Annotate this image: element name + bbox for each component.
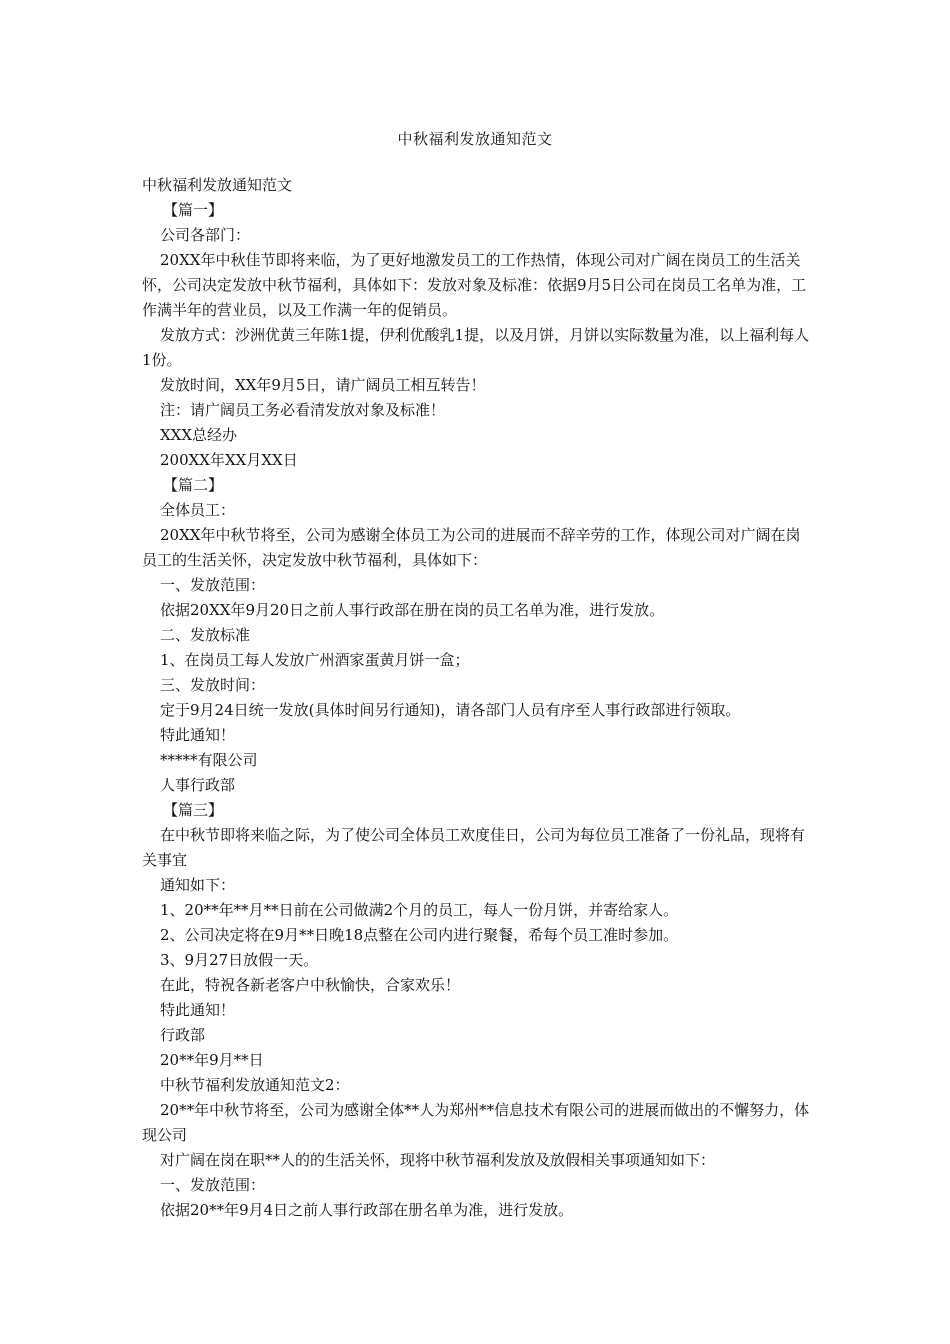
paragraph: 在此，特祝各新老客户中秋愉快，合家欢乐！ [160, 976, 461, 994]
paragraph: 1、在岗员工每人发放广州酒家蛋黄月饼一盒； [160, 651, 470, 669]
paragraph: 人事行政部 [160, 776, 236, 794]
paragraph-heading: 中秋福利发放通知范文 [142, 176, 293, 194]
paragraph: 定于9月24日统一发放(具体时间另行通知)，请各部门人员有序至人事行政部进行领取。 [160, 701, 741, 719]
paragraph: 通知如下： [160, 876, 236, 894]
paragraph: 行政部 [160, 1026, 206, 1044]
paragraph: 全体员工： [160, 501, 236, 519]
paragraph: 一、发放范围： [160, 576, 266, 594]
paragraph: 公司各部门： [160, 226, 251, 244]
section-label-3: 【篇三】 [163, 801, 224, 819]
paragraph: 20**年9月**日 [160, 1051, 264, 1069]
section-label-2: 【篇二】 [163, 476, 224, 494]
paragraph: 一、发放范围： [160, 1176, 266, 1194]
paragraph: 1、20**年**月**日前在公司做满2个月的员工，每人一份月饼，并寄给家人。 [160, 901, 679, 919]
paragraph: 2、公司决定将在9月**日晚18点整在公司内进行聚餐，希每个员工准时参加。 [160, 926, 679, 944]
paragraph: 二、发放标准 [160, 626, 251, 644]
document-body [142, 173, 810, 1223]
paragraph: 发放方式：沙洲优黄三年陈1提，伊利优酸乳1提，以及月饼，月饼以实际数量为准，以上福利每人1份。 [142, 326, 810, 369]
paragraph: 在中秋节即将来临之际，为了使公司全体员工欢度佳日，公司为每位员工准备了一份礼品，现将有关事宜 [142, 826, 806, 869]
section-label-1: 【篇一】 [163, 201, 224, 219]
paragraph: 20XX年中秋佳节即将来临，为了更好地激发员工的工作热情，体现公司对广阔在岗员工的生活关怀，公司决定发放中秋节福利，具体如下：发放对象及标准：依据9月5日公司在岗员工名单为准，工作满半年的营业员，以及工作满一年的促销员。 [142, 251, 807, 319]
paragraph: 200XX年XX月XX日 [160, 451, 298, 469]
paragraph: 中秋节福利发放通知范文2： [160, 1076, 350, 1094]
paragraph: 依据20XX年9月20日之前人事行政部在册在岗的员工名单为准，进行发放。 [160, 601, 665, 619]
paragraph: 特此通知！ [160, 1001, 236, 1019]
paragraph: 依据20**年9月4日之前人事行政部在册名单为准，进行发放。 [160, 1201, 574, 1219]
document-title: 中秋福利发放通知范文 [397, 130, 553, 148]
paragraph: XXX总经办 [160, 426, 238, 444]
paragraph: 三、发放时间： [160, 676, 266, 694]
paragraph: 20XX年中秋节将至，公司为感谢全体员工为公司的进展而不辞辛劳的工作，体现公司对广阔在岗员工的生活关怀，决定发放中秋节福利，具体如下： [142, 526, 801, 569]
paragraph: 对广阔在岗在职**人的的生活关怀，现将中秋节福利发放及放假相关事项通知如下： [160, 1151, 716, 1169]
paragraph: 特此通知！ [160, 726, 236, 744]
paragraph: 注：请广阔员工务必看清发放对象及标准！ [160, 401, 446, 419]
paragraph: 20**年中秋节将至，公司为感谢全体**人为郑州**信息技术有限公司的进展而做出的不懈努力，体现公司 [142, 1101, 810, 1144]
paragraph: 3、9月27日放假一天。 [160, 951, 319, 969]
paragraph: 发放时间，XX年9月5日，请广阔员工相互转告！ [160, 376, 486, 394]
paragraph: *****有限公司 [160, 751, 258, 769]
